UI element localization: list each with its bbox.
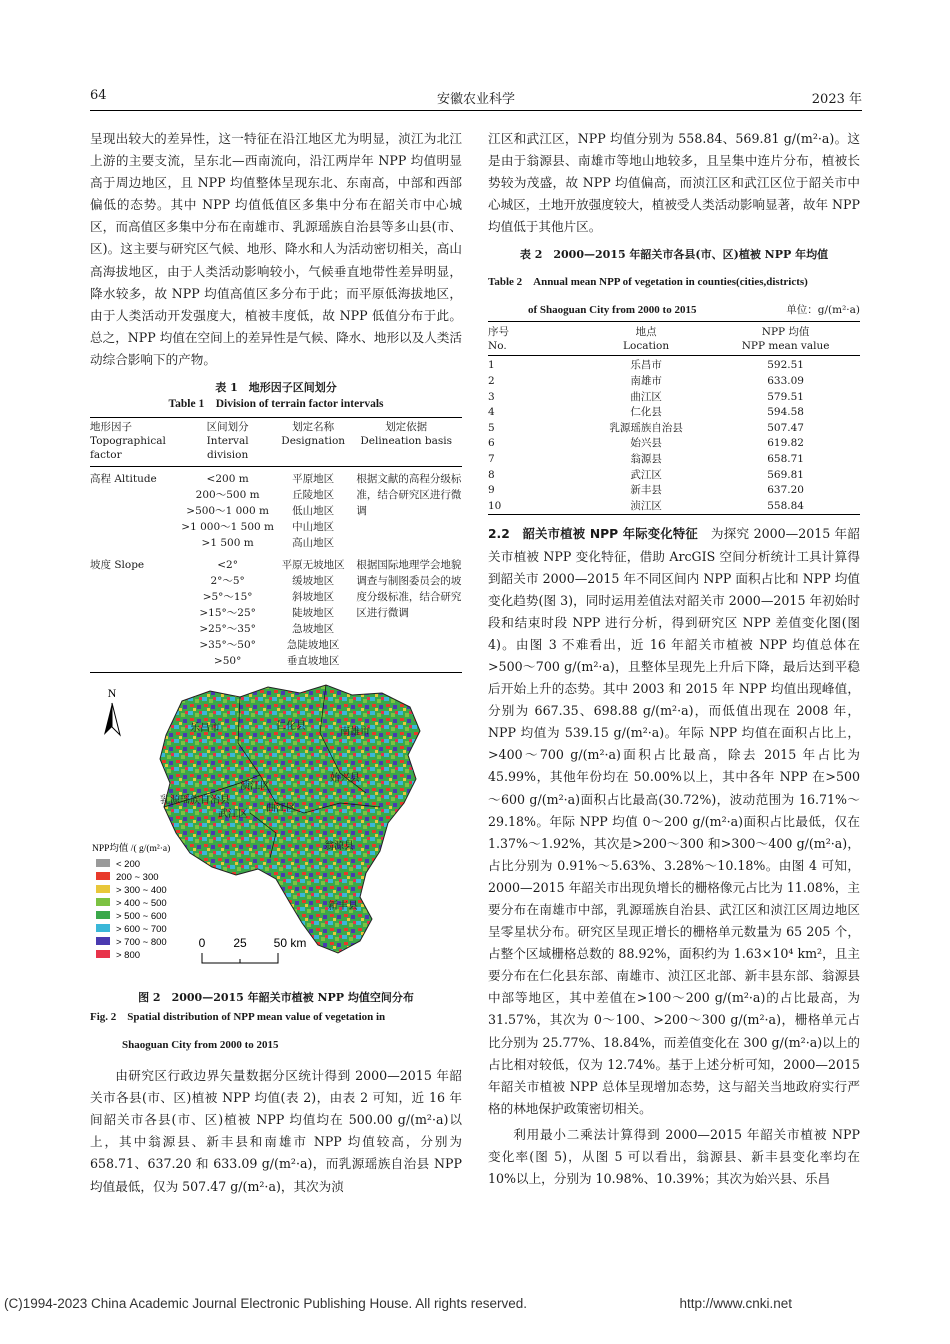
figure-2-map bbox=[90, 683, 462, 983]
t1-row-slope: 坡度 Slope <2° 2°～5° >5°～15° >15°～25° >25°～35° >35°～50° >50° 平原无坡地区 缓坡地区 斜坡地区 陡坡地区 急坡地区 急陡坡地区 垂直坡地区 根据国际地理学会地貌调查与制图委员会的坡度分级标准，结合研究区进行微调 bbox=[90, 551, 462, 673]
right-paragraph-3: 利用最小二乘法计算得到 2000—2015 年韶关市植被 NPP 变化率(图 5)，从图 5 可以看出，翁源县、新丰县变化率均在 10%以上，分别为 10.98%、10.39%；其次为始兴县、乐昌 bbox=[488, 1126, 860, 1187]
legend-label: < 200 bbox=[116, 859, 141, 871]
table-1 bbox=[90, 379, 462, 673]
t2-row: 5 乳源瑶族自治县 507.47 bbox=[488, 421, 804, 434]
legend-swatch bbox=[96, 898, 110, 906]
section-2-2-title: 2.2 韶关市植被 NPP 年际变化特征 bbox=[488, 527, 698, 542]
svg-text:25: 25 bbox=[233, 936, 247, 951]
figure-2-caption-en-1: Fig. 2 Spatial distribution of NPP mean value of vegetation in bbox=[90, 1011, 386, 1024]
table-2-caption-en-1: Table 2 Annual mean NPP of vegetation in counties(cities,districts) bbox=[488, 276, 808, 289]
legend-swatch bbox=[96, 859, 110, 867]
t2-row: 10 浈江区 558.84 bbox=[488, 499, 804, 512]
t1-row-altitude: 高程 Altitude <200 m 200～500 m >500～1 000 m >1 000～1 500 m >1 500 m 平原地区 丘陵地区 低山地区 中山地区 高山地区 根据文献的高程分级标准，结合研究区进行微调 bbox=[90, 467, 462, 552]
north-arrow-icon bbox=[104, 686, 120, 735]
legend-item bbox=[96, 911, 167, 922]
header-rule bbox=[90, 110, 862, 111]
t2-header-npp: NPP 均值 NPP mean value bbox=[711, 322, 860, 356]
legend-label: > 300 ~ 400 bbox=[116, 885, 167, 897]
t2-body bbox=[488, 356, 860, 515]
legend-swatch bbox=[96, 950, 110, 958]
left-column bbox=[90, 128, 462, 1198]
svg-text:始兴县: 始兴县 bbox=[330, 773, 360, 785]
left-paragraph-1: 呈现出较大的差异性，这一特征在沿江地区尤为明显，浈江为北江上游的主要支流，呈东北—西南流向，沿江两岸年 NPP 均值明显高于周边地区，且 NPP 均值整体呈现东北、东南高，中部和西部偏低的态势。其中 NPP 均值低值区多集中分布在韶关市中心城区，而高值区多集中分布在南雄市、乳源瑶族自治县等多山县(市、区)。这主要与研究区气候、地形、降水和人为活动密切相关，高山高海拔地区，由于人类活动影响较小，气候垂直地带性差异明显，降水较多，故 NPP 均值高值区多分布于此；而平原低海拔地区，由于人类活动开发强度大，植被丰度低，故 NPP 低值分布于此。总之，NPP 均值在空间上的差异性是气候、降水、地形以及人类活动综合影响下的产物。 bbox=[90, 131, 463, 367]
figure-2-caption-cn: 图 2 2000—2015 年韶关市植被 NPP 均值空间分布 bbox=[138, 991, 414, 1005]
svg-text:新丰县: 新丰县 bbox=[328, 901, 358, 913]
t2-row: 2 南雄市 633.09 bbox=[488, 375, 804, 388]
t2-row: 6 始兴县 619.82 bbox=[488, 437, 804, 450]
svg-text:N: N bbox=[107, 686, 117, 701]
table-1-caption-en: Table 1 Division of terrain factor intervals bbox=[168, 398, 384, 411]
legend-swatch bbox=[96, 924, 110, 932]
cnki-link[interactable]: http://www.cnki.net bbox=[679, 1296, 792, 1311]
legend-item bbox=[96, 859, 140, 870]
legend-item bbox=[96, 937, 167, 948]
legend-item bbox=[96, 950, 140, 961]
legend-label: > 600 ~ 700 bbox=[116, 924, 167, 936]
legend-swatch bbox=[96, 911, 110, 919]
table-2-caption-cn: 表 2 2000—2015 年韶关市各县(市、区)植被 NPP 年均值 bbox=[519, 248, 829, 262]
svg-text:NPP均值 /( g/(m²·a): NPP均值 /( g/(m²·a) bbox=[92, 844, 171, 855]
svg-text:浈江区: 浈江区 bbox=[240, 781, 270, 793]
svg-text:仁化县: 仁化县 bbox=[276, 721, 306, 733]
right-paragraph-2: 2.2 韶关市植被 NPP 年际变化特征 为探究 2000—2015 年韶关市植被 NPP 变化特征，借助 ArcGIS 空间分析统计工具计算得到韶关市 2000—2015 年不同区间内 NPP 面积占比和 NPP 均值变化趋势(图 3)，同时运用差值法对韶关市 2000—2015 年初始时段和结束时段 NPP 进行分析，得到研究区 NPP 差值变化图(图 4)。由图 3 不难看出，近 16 年韶关市植被 NPP 均值总体在>500～700 g/(m²·a)，且整体呈现先上升后下降，最后达到平稳后开始上升的态势。其中 2003 和 2015 年 NPP 均值出现峰值，分别为 667.35、698.88 g/(m²·a)，而低值出现在 2008 年，NPP 均值为 539.15 g/(m²·a)。年际 NPP 均值在面积占比上，>400～700 g/(m²·a)面积占比最高，除去 2015 年占比为 45.99%，其他年份均在 50.00%以上，其中各年 NPP 在>500～600 g/(m²·a)面积占比最高(30.72%)，波动范围为 16.71%～29.18%。年际 NPP 均值 0～200 g/(m²·a)面积占比最低，仅在 1.37%～1.92%，其次是>200～300 和>300～400 g/(m²·a)，占比分别为 0.91%～5.63%、3.28%～10.18%。由图 4 可知，2000—2015 年韶关市出现负增长的栅格像元占比为 11.08%，主要分布在南雄市中部，乳源瑶族自治县、武江区和浈江区周边地区呈零星状分布。研究区呈现正增长的栅格单元数量为 65 205 个，占整个区域栅格总数的 88.92%，面积约为 1.63×10⁴ km²，且主要分布在仁化县东部、南雄市、浈江区北部、新丰县东部、翁源县中部等地区，其中差值在>100～200 g/(m²·a)的占比最高，为 31.57%，其次为 0～100、>200～300 g/(m²·a)，栅格单元占比分别为 25.77%、18.84%，而差值变化在 300 g/(m²·a)以上的占比相对较低，仅为 12.74%。基于上述分析可知，2000—2015 年韶关市植被 NPP 总体呈现增加态势，这与韶关当地政府实行严格的林地保护政策密切相关。 bbox=[488, 526, 861, 1116]
journal-year: 2023 年 bbox=[811, 92, 862, 107]
t2-row: 8 武江区 569.81 bbox=[488, 468, 804, 481]
svg-text:南雄市: 南雄市 bbox=[340, 727, 370, 739]
figure-2-caption-en-2: Shaoguan City from 2000 to 2015 bbox=[122, 1039, 279, 1052]
right-paragraph-1: 江区和武江区，NPP 均值分别为 558.84、569.81 g/(m²·a)。这是由于翁源县、南雄市等地山地较多，且呈集中连片分布，植被长势较为茂盛，故 NPP 均值偏高，而浈江区和武江区位于韶关市中心城区，土地开放强度较大，植被受人类活动影响显著，故年 NPP 均值低于其他片区。 bbox=[488, 131, 861, 235]
svg-text:0: 0 bbox=[198, 936, 206, 951]
legend-item bbox=[96, 872, 159, 883]
page-number: 64 bbox=[90, 88, 107, 103]
t1-basis-slope: 根据国际地理学会地貌调查与制图委员会的坡度分级标准，结合研究区进行微调 bbox=[356, 559, 462, 620]
legend-label: > 500 ~ 600 bbox=[116, 911, 167, 923]
legend-item bbox=[96, 924, 167, 935]
svg-text:50 km: 50 km bbox=[273, 936, 307, 951]
legend-item bbox=[96, 898, 167, 909]
t1-basis-altitude: 根据文献的高程分级标准，结合研究区进行微调 bbox=[356, 473, 462, 518]
right-column bbox=[488, 128, 860, 1190]
table-2 bbox=[488, 246, 860, 515]
left-paragraph-2: 由研究区行政边界矢量数据分区统计得到 2000—2015 年韶关市各县(市、区)植被 NPP 均值(表 2)，由表 2 可知，近 16 年间韶关市各县(市、区)植被 NPP 均值均在 500.00 g/(m²·a)以上，其中翁源县、新丰县和南雄市 NPP 均值较高，分别为 658.71、637.20 和 633.09 g/(m²·a)，而乳源瑶族自治县 NPP 均值最低，仅为 507.47 g/(m²·a)，其次为浈 bbox=[90, 1068, 462, 1194]
legend-swatch bbox=[96, 872, 110, 880]
t2-header-no: 序号 No. bbox=[488, 322, 581, 356]
svg-text:乳源瑶族自治县: 乳源瑶族自治县 bbox=[160, 795, 230, 807]
scale-bar bbox=[199, 936, 307, 963]
npp-map-svg bbox=[90, 683, 462, 983]
copyright-text: (C)1994-2023 China Academic Journal Electronic Publishing House. All rights reserved. bbox=[4, 1296, 528, 1311]
legend-swatch bbox=[96, 885, 110, 893]
journal-name: 安徽农业科学 bbox=[436, 92, 515, 107]
legend-swatch bbox=[96, 937, 110, 945]
svg-text:乐昌市: 乐昌市 bbox=[190, 723, 220, 735]
t2-row: 7 翁源县 658.71 bbox=[488, 453, 804, 466]
t1-header-factor: 地形因子 Topographical factor bbox=[90, 418, 179, 467]
t1-header-interval: 区间划分 Interval division bbox=[179, 418, 276, 467]
t1-factor-altitude: 高程 Altitude bbox=[90, 473, 157, 486]
t2-row: 9 新丰县 637.20 bbox=[488, 484, 804, 497]
table-2-unit: 单位：g/(m²·a) bbox=[786, 304, 860, 317]
svg-text:翁源县: 翁源县 bbox=[324, 841, 354, 853]
map-legend bbox=[92, 842, 170, 854]
t2-header-location: 地点 Location bbox=[581, 322, 711, 356]
svg-text:武江区: 武江区 bbox=[218, 809, 248, 821]
legend-label: > 400 ~ 500 bbox=[116, 898, 167, 910]
legend-label: > 800 bbox=[116, 950, 141, 962]
table-2-caption-en-2: of Shaoguan City from 2000 to 2015 bbox=[528, 304, 697, 317]
t2-row: 1 乐昌市 592.51 bbox=[488, 359, 804, 372]
t2-row: 4 仁化县 594.58 bbox=[488, 406, 804, 419]
t1-header-designation: 划定名称 Designation bbox=[276, 418, 350, 467]
legend-item bbox=[96, 885, 167, 896]
t1-header-basis: 划定依据 Delineation basis bbox=[350, 418, 462, 467]
table-1-caption-cn: 表 1 地形因子区间划分 bbox=[215, 381, 337, 395]
svg-text:曲江区: 曲江区 bbox=[266, 803, 296, 815]
t2-row: 3 曲江区 579.51 bbox=[488, 390, 804, 403]
legend-label: > 700 ~ 800 bbox=[116, 937, 167, 949]
legend-label: 200 ~ 300 bbox=[116, 872, 159, 884]
t1-factor-slope: 坡度 Slope bbox=[90, 559, 145, 572]
